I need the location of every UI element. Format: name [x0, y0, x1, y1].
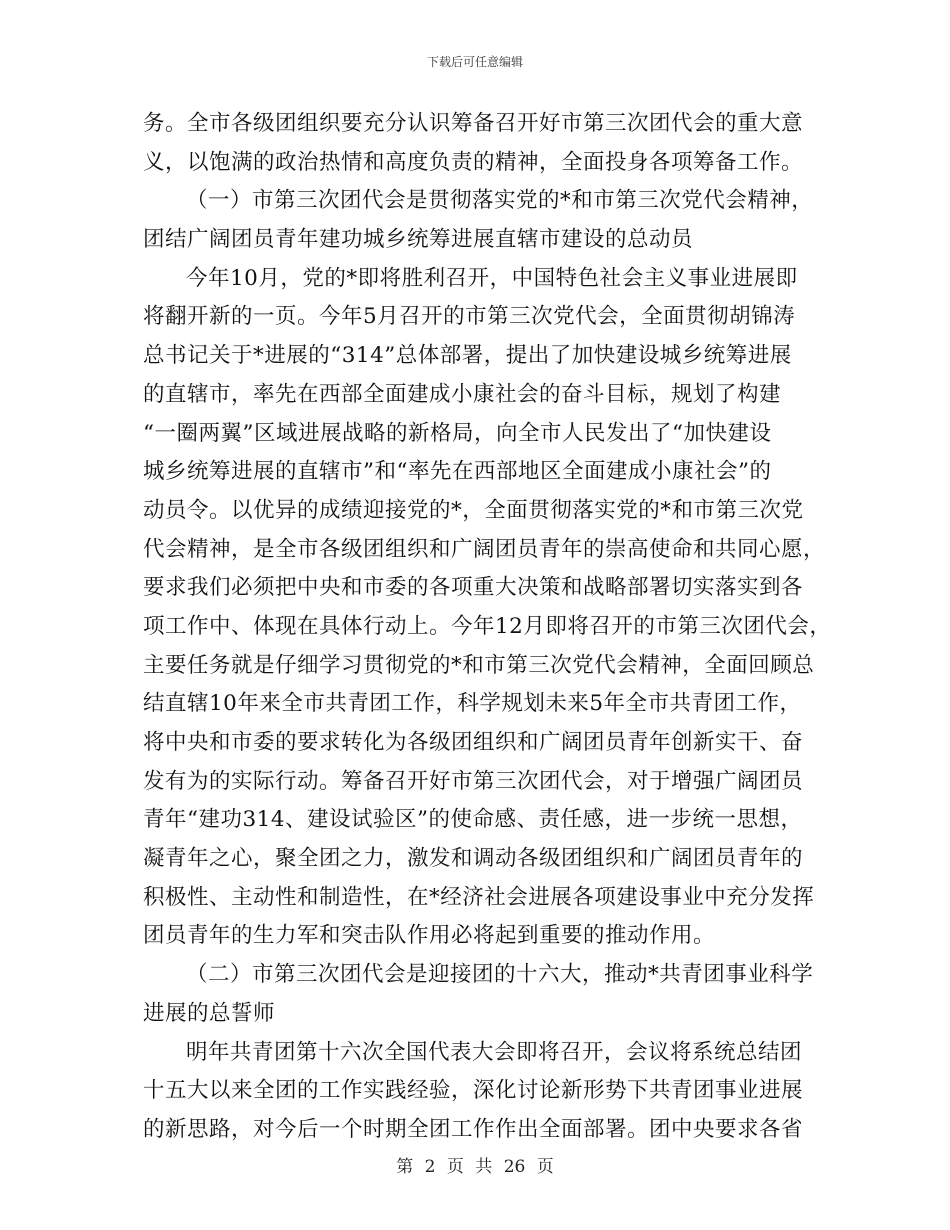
document-body	[143, 105, 832, 1150]
page-number: 第 2 页 共 26 页	[396, 1157, 554, 1177]
text-line: 项工作中、体现在具体行动上。今年12月即将召开的市第三次团代会，	[143, 613, 832, 639]
text-line: “一圈两翼”区域进展战略的新格局，向全市人民发出了“加快建设	[143, 420, 772, 446]
text-line: 进展的总誓师	[143, 1000, 276, 1026]
text-line: 积极性、主动性和制造性，在*经济社会进展各项建设事业中充分发挥	[143, 884, 815, 910]
text-line: 的直辖市，率先在西部全面建成小康社会的奋斗目标，规划了构建	[143, 381, 782, 407]
text-line: 明年共青团第十六次全国代表大会即将召开，会议将系统总结团	[186, 1039, 803, 1065]
text-line: 要求我们必须把中央和市委的各项重大决策和战略部署切实落实到各	[143, 575, 804, 601]
text-line: 务。全市各级团组织要充分认识筹备召开好市第三次团代会的重大意	[143, 111, 804, 136]
text-line: 动员令。以优异的成绩迎接党的*，全面贯彻落实党的*和市第三次党	[143, 497, 804, 523]
text-line: （一）市第三次团代会是贯彻落实党的*和市第三次党代会精神，	[186, 188, 814, 214]
text-line: 主要任务就是仔细学习贯彻党的*和市第三次党代会精神，全面回顾总	[143, 652, 815, 678]
text-line: 将翻开新的一页。今年5月召开的市第三次党代会，全面贯彻胡锦涛	[143, 304, 796, 330]
text-line: 总书记关于*进展的“314”总体部署，提出了加快建设城乡统筹进展	[143, 343, 792, 369]
text-line: 团结广阔团员青年建功城乡统筹进展直辖市建设的总动员	[143, 227, 694, 253]
text-line: （二）市第三次团代会是迎接团的十六大，推动*共青团事业科学	[186, 962, 814, 988]
text-line: 今年10月，党的*即将胜利召开，中国特色社会主义事业进展即	[186, 265, 798, 291]
text-line: 的新思路，对今后一个时期全团工作作出全面部署。团中央要求各省	[143, 1116, 804, 1142]
text-line: 凝青年之心，聚全团之力，激发和调动各级团组织和广阔团员青年的	[143, 846, 804, 872]
text-line: 青年“建功314、建设试验区”的使命感、责任感，进一步统一思想，	[143, 807, 803, 833]
page-header: 下载后可任意编辑	[426, 55, 523, 69]
text-line: 城乡统筹进展的直辖市”和“率先在西部地区全面建成小康社会”的	[143, 459, 772, 485]
text-line: 团员青年的生力军和突击队作用必将起到重要的推动作用。	[143, 923, 716, 949]
text-line: 十五大以来全团的工作实践经验，深化讨论新形势下共青团事业进展	[143, 1078, 804, 1104]
text-line: 将中央和市委的要求转化为各级团组织和广阔团员青年创新实干、奋	[143, 730, 804, 755]
text-line: 发有为的实际行动。筹备召开好市第三次团代会，对于增强广阔团员	[143, 768, 804, 794]
text-line: 代会精神，是全市各级团组织和广阔团员青年的崇高使命和共同心愿，	[143, 536, 826, 562]
text-line: 义，以饱满的政治热情和高度负责的精神，全面投身各项筹备工作。	[143, 149, 804, 175]
text-line: 结直辖10年来全市共青团工作，科学规划未来5年全市共青团工作，	[143, 691, 802, 717]
